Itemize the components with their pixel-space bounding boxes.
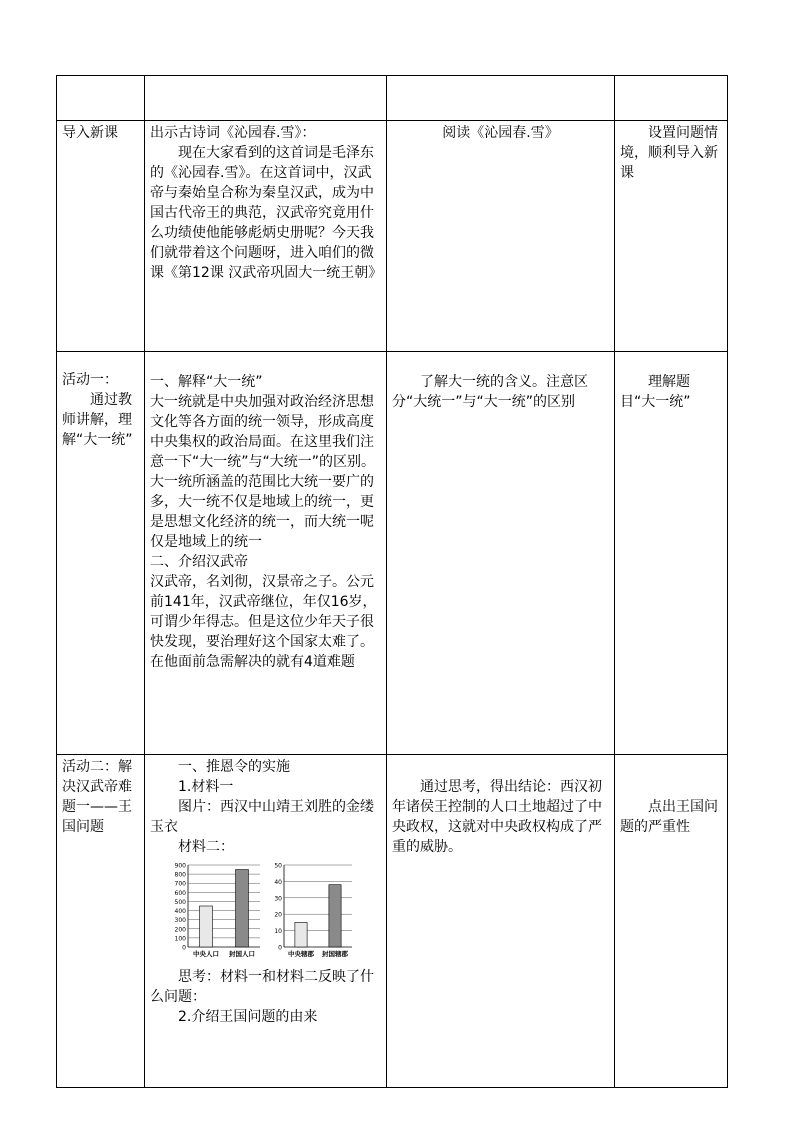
bar (329, 885, 341, 947)
student-activity (387, 121, 615, 352)
cell-empty (387, 76, 615, 121)
y-tick-label: 800 (174, 871, 186, 879)
y-tick-label: 600 (174, 889, 186, 897)
teacher-text: 出示古诗词《沁园春.雪》： (150, 125, 316, 141)
bar-charts (170, 861, 381, 965)
y-tick-label: 0 (182, 944, 186, 952)
table-row (57, 755, 728, 1088)
student-activity (387, 352, 615, 755)
teacher-text: 1.材料一 (178, 779, 234, 795)
population-bar-chart (170, 861, 264, 965)
stage-label (57, 121, 145, 352)
student-text: 通过思考，得出结论：西汉初年诸侯王控制的人口土地超过了中央政权，这就对中央政权构成了严重的威胁。 (392, 779, 602, 855)
y-tick-label: 100 (174, 935, 186, 943)
stage-label (57, 352, 145, 755)
teacher-activity (145, 121, 387, 352)
prefecture-bar-chart (272, 861, 356, 965)
teacher-text: 材料二： (178, 839, 234, 855)
bar (200, 906, 213, 947)
intent-text: 理解题目“大一统” (620, 374, 691, 410)
student-text: 阅读《沁园春.雪》 (442, 125, 559, 141)
y-tick-label: 700 (174, 880, 186, 888)
y-tick-label: 200 (174, 926, 186, 934)
teacher-text: 一、解释“大一统” (150, 374, 263, 390)
bar (295, 922, 307, 947)
teacher-activity (145, 755, 387, 1088)
stage-label (57, 755, 145, 1088)
design-intent (615, 755, 728, 1088)
table-header-row (57, 76, 728, 121)
y-tick-label: 10 (274, 928, 282, 936)
y-tick-label: 500 (174, 898, 186, 906)
y-tick-label: 900 (174, 862, 186, 870)
design-intent (615, 121, 728, 352)
intent-text: 点出王国问题的严重性 (620, 799, 718, 835)
stage-text: 活动一： (62, 372, 118, 388)
x-tick-label: 封国辖郡 (322, 950, 348, 958)
teacher-text: 现在大家看到的这首词是毛泽东的《沁园春.雪》。在这首词中，汉武帝与秦始皇合称为秦皇汉武，成为中国古代帝王的典范，汉武帝究竟用什么功绩使他能够彪炳史册呢？今天我们就带着这个问题呀，进入咱们的微课《第12课 汉武帝巩固大一统王朝》 (150, 145, 383, 281)
stage-text: 通过教师讲解，理解“大一统” (62, 392, 133, 448)
cell-empty (615, 76, 728, 121)
teacher-text: 思考：材料一和材料二反映了什么问题： (150, 969, 374, 1005)
y-tick-label: 300 (174, 917, 186, 925)
cell-empty (57, 76, 145, 121)
intent-text: 设置问题情境，顺利导入新课 (620, 125, 718, 181)
teacher-text: 一、推恩令的实施 (178, 759, 290, 775)
teacher-activity (145, 352, 387, 755)
bar (236, 870, 249, 947)
teacher-text: 大一统就是中央加强对政治经济思想文化等各方面的统一领导，形成高度中央集权的政治局面。在这里我们注意一下“大一统”与“大统一”的区别。大一统所涵盖的范围比大统一要广的多，大一统不仅是地域上的统一，更是思想文化经济的统一，而大统一呢仅是地域上的统一 (150, 394, 376, 550)
y-tick-label: 20 (274, 911, 282, 919)
x-tick-label: 中央辖郡 (288, 950, 314, 958)
y-tick-label: 0 (278, 944, 282, 952)
y-tick-label: 40 (274, 878, 282, 886)
student-text: 了解大一统的含义。注意区分“大统一”与“大一统”的区别 (392, 374, 588, 410)
y-tick-label: 30 (274, 895, 282, 903)
table-row (57, 121, 728, 352)
x-tick-label: 中央人口 (193, 950, 219, 958)
teacher-text: 二、介绍汉武帝 (150, 554, 248, 570)
y-tick-label: 50 (274, 862, 282, 870)
teacher-text: 图片：西汉中山靖王刘胜的金缕玉衣 (150, 799, 374, 835)
stage-text: 导入新课 (62, 125, 118, 141)
x-tick-label: 封国人口 (229, 950, 255, 958)
teacher-text: 2.介绍王国问题的由来 (178, 1009, 318, 1025)
y-tick-label: 400 (174, 908, 186, 916)
stage-text: 活动二：解决汉武帝难题一——王国问题 (62, 759, 132, 835)
table-row (57, 352, 728, 755)
design-intent (615, 352, 728, 755)
lesson-plan-table (56, 75, 728, 1088)
student-activity (387, 755, 615, 1088)
teacher-text: 汉武帝，名刘彻，汉景帝之子。公元前141年，汉武帝继位，年仅16岁，可谓少年得志。但是这位少年天子很快发现，要治理好这个国家太难了。在他面前急需解决的就有4道难题 (150, 574, 377, 670)
cell-empty (145, 76, 387, 121)
